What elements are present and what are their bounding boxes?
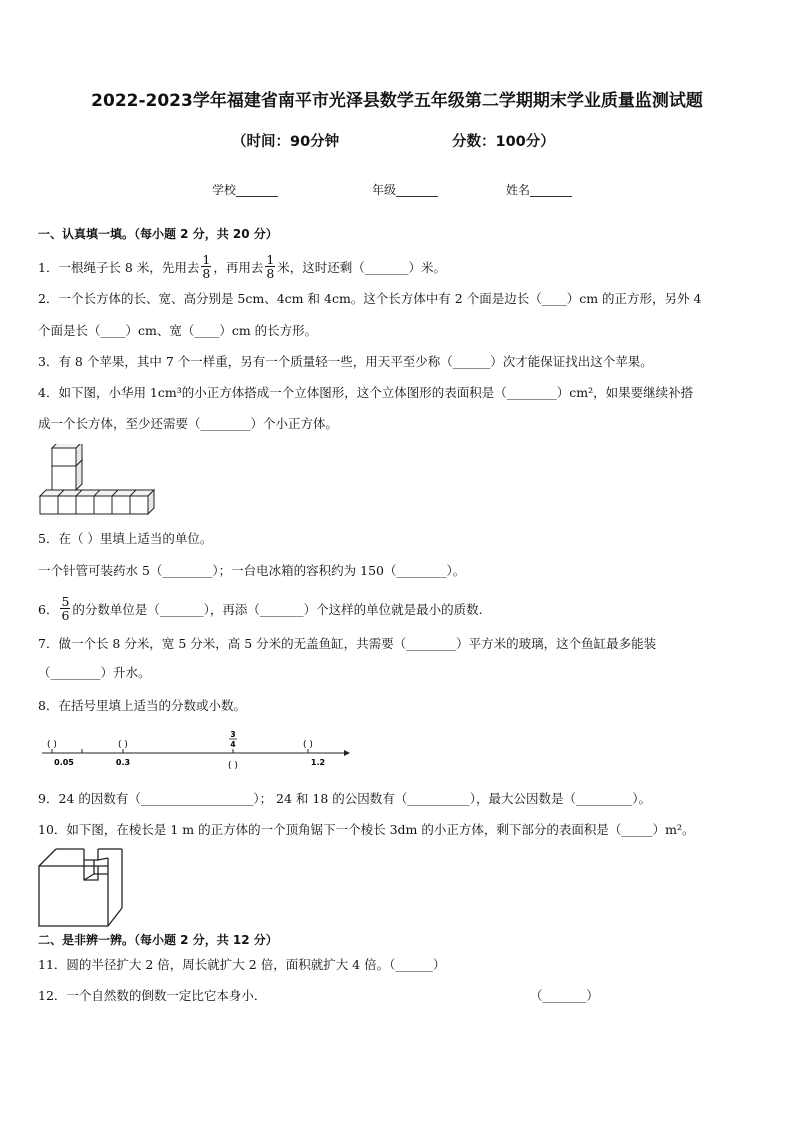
- question-6: 6． $\frac{5}{6}$ 的分数单位是（_______），再添（_______）个这样的单位就是最小的质数.: [38, 594, 483, 623]
- page-title: 2022-2023学年福建省南平市光泽县数学五年级第二学期期末学业质量监测试题: [91, 91, 703, 111]
- question-10: 10．如下图，在棱长是 1 m 的正方体的一个顶角锯下一个棱长 3dm 的小正方体，剩下部分的表面积是（_____）m²。: [38, 822, 695, 837]
- blank-above-2: ( ): [118, 740, 128, 750]
- question-8: 8．在括号里填上适当的分数或小数。: [38, 698, 246, 713]
- grade-field: 年级_______: [372, 183, 439, 197]
- cube-stack-figure: [36, 444, 160, 516]
- fraction-one-eighth-2: $\frac{1}{8}$: [266, 252, 275, 281]
- fraction-one-eighth: $\frac{1}{8}$: [202, 252, 211, 281]
- tick-label-0.05: 0.05: [54, 758, 74, 767]
- tick-label-1.2: 1.2: [310, 758, 326, 767]
- frac-3-4-num: 3: [230, 730, 236, 739]
- fraction-five-sixths: $\frac{5}{6}$: [61, 594, 70, 623]
- number-line-figure: [38, 728, 354, 774]
- blank-above-1: ( ): [47, 740, 57, 750]
- question-11: 11．圆的半径扩大 2 倍，周长就扩大 2 倍，面积就扩大 4 倍。（______）: [38, 957, 446, 972]
- question-1: 1．一根绳子长 8 米，先用去 $\frac{1}{8}$ ，再用去 $\frac{1}{8}$ 米，这时还剩（_______）米。: [38, 252, 447, 281]
- question-7-line-1: 7．做一个长 8 分米，宽 5 分米，高 5 分米的无盖鱼缸，共需要（________）平方米的玻璃，这个鱼缸最多能装: [38, 636, 657, 651]
- question-7-line-2: （________）升水。: [38, 665, 151, 680]
- question-5-line-2: 一个针管可装药水 5（________）；一台电冰箱的容积约为 150（________）。: [38, 563, 466, 578]
- name-field: 姓名_______: [506, 183, 573, 197]
- question-4-line-2: 成一个长方体，至少还需要（________）个小正方体。: [38, 416, 339, 431]
- question-4-line-1: 4．如下图，小华用 1cm³的小正方体搭成一个立体图形，这个立体图形的表面积是（________）cm²，如果要继续补搭: [38, 385, 694, 400]
- frac-3-4-den: 4: [230, 740, 236, 749]
- school-field: 学校_______: [212, 183, 279, 197]
- blank-below: ( ): [228, 761, 238, 771]
- blank-above-3: ( ): [303, 740, 313, 750]
- section-2-heading: 二、是非辨一辨。（每小题 2 分，共 12 分）: [38, 933, 278, 947]
- exam-time: （时间：90分钟: [232, 134, 340, 150]
- exam-score: 分数：100分）: [452, 134, 555, 150]
- question-12-blank: （_______）: [530, 988, 599, 1003]
- tick-label-0.3: 0.3: [115, 758, 131, 767]
- question-12: 12．一个自然数的倒数一定比它本身小．: [38, 988, 267, 1003]
- question-2-line-2: 个面是长（____）cm、宽（____）cm 的长方形。: [38, 323, 318, 338]
- question-5-line-1: 5．在（ ）里填上适当的单位。: [38, 531, 213, 546]
- question-3: 3．有 8 个苹果，其中 7 个一样重，另有一个质量轻一些，用天平至少称（______）次才能保证找出这个苹果。: [38, 354, 653, 369]
- question-2-line-1: 2．一个长方体的长、宽、高分别是 5cm、4cm 和 4cm。这个长方体中有 2 个面是边长（____）cm 的正方形，另外 4: [38, 291, 702, 306]
- cut-cube-figure: [36, 846, 126, 928]
- question-9: 9．24 的因数有（__________________）； 24 和 18 的公因数有（__________），最大公因数是（_________）。: [38, 791, 652, 806]
- section-1-heading: 一、认真填一填。（每小题 2 分，共 20 分）: [38, 227, 278, 241]
